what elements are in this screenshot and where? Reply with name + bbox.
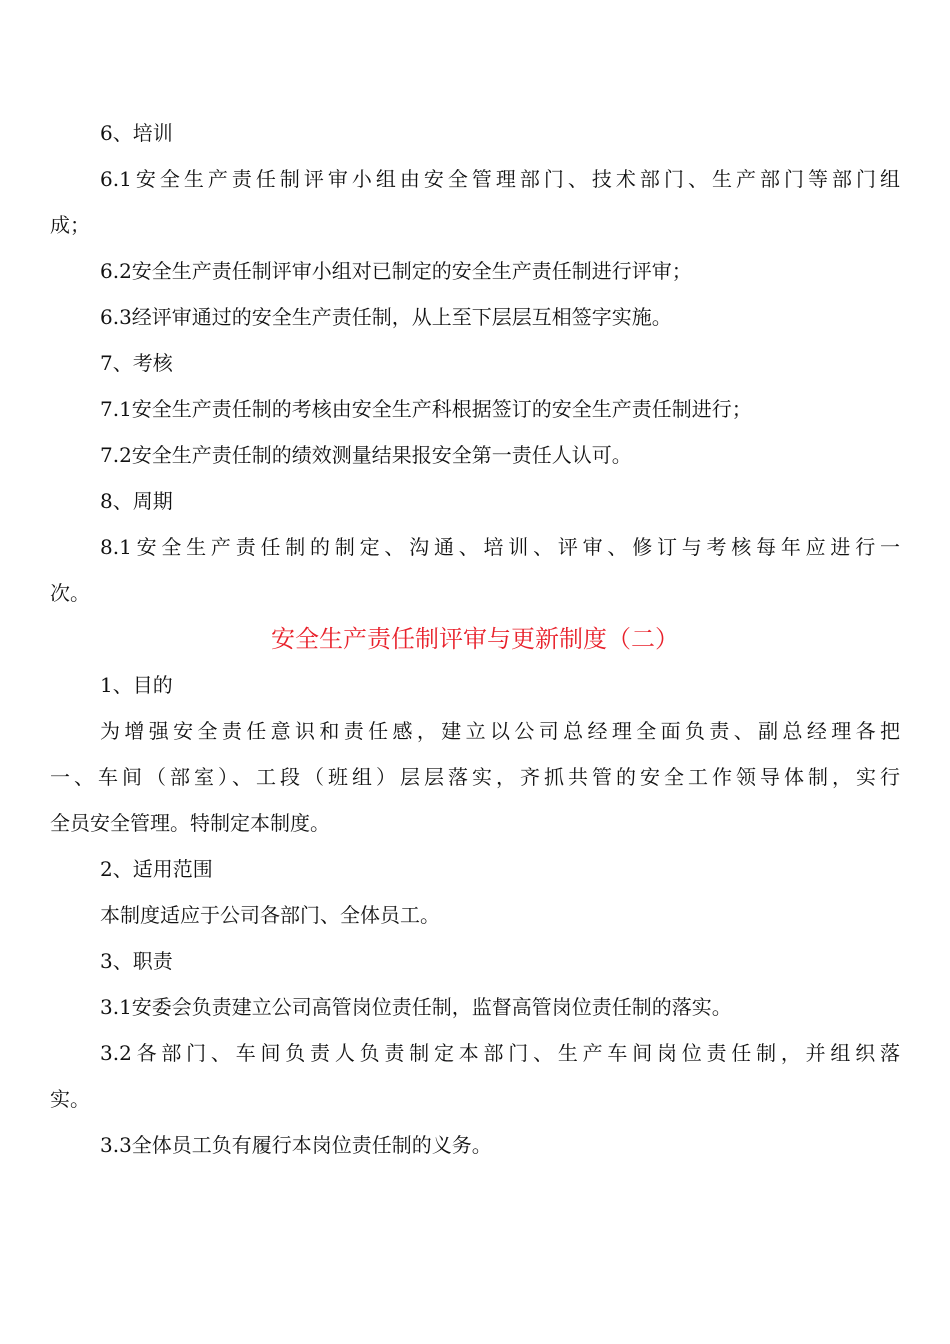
paragraph-line: 7.1安全生产责任制的考核由安全生产科根据签订的安全生产责任制进行； <box>100 397 752 421</box>
paragraph-line: 一、车间（部室）、工段（班组）层层落实，齐抓共管的安全工作领导体制，实行 <box>50 765 900 789</box>
section-heading-duties: 3、职责 <box>100 949 173 973</box>
paragraph-line: 7.2安全生产责任制的绩效测量结果报安全第一责任人认可。 <box>100 443 632 467</box>
paragraph-line: 6.3经评审通过的安全生产责任制，从上至下层层互相签字实施。 <box>100 305 672 329</box>
paragraph-line: 为增强安全责任意识和责任感，建立以公司总经理全面负责、副总经理各把 <box>100 719 900 743</box>
paragraph-line: 成； <box>50 213 90 237</box>
section-heading-assessment: 7、考核 <box>100 351 173 375</box>
paragraph-line: 6.2安全生产责任制评审小组对已制定的安全生产责任制进行评审； <box>100 259 692 283</box>
section-heading-training: 6、培训 <box>100 121 173 145</box>
section-heading-scope: 2、适用范围 <box>100 857 213 881</box>
paragraph-line: 3.3全体员工负有履行本岗位责任制的义务。 <box>100 1133 492 1157</box>
section-heading-purpose: 1、目的 <box>100 673 173 697</box>
paragraph-line: 次。 <box>50 581 90 605</box>
paragraph-line: 8.1安全生产责任制的制定、沟通、培训、评审、修订与考核每年应进行一 <box>100 535 900 559</box>
paragraph-line: 3.2各部门、车间负责人负责制定本部门、生产车间岗位责任制，并组织落 <box>100 1041 900 1065</box>
paragraph-line: 实。 <box>50 1087 90 1111</box>
paragraph-line: 6.1安全生产责任制评审小组由安全管理部门、技术部门、生产部门等部门组 <box>100 167 900 191</box>
document-title: 安全生产责任制评审与更新制度（二） <box>271 625 679 653</box>
paragraph-line: 全员安全管理。特制定本制度。 <box>50 811 330 835</box>
paragraph-line: 本制度适应于公司各部门、全体员工。 <box>100 903 440 927</box>
document-page <box>50 110 900 1168</box>
paragraph-line: 3.1安委会负责建立公司高管岗位责任制，监督高管岗位责任制的落实。 <box>100 995 732 1019</box>
section-heading-cycle: 8、周期 <box>100 489 173 513</box>
